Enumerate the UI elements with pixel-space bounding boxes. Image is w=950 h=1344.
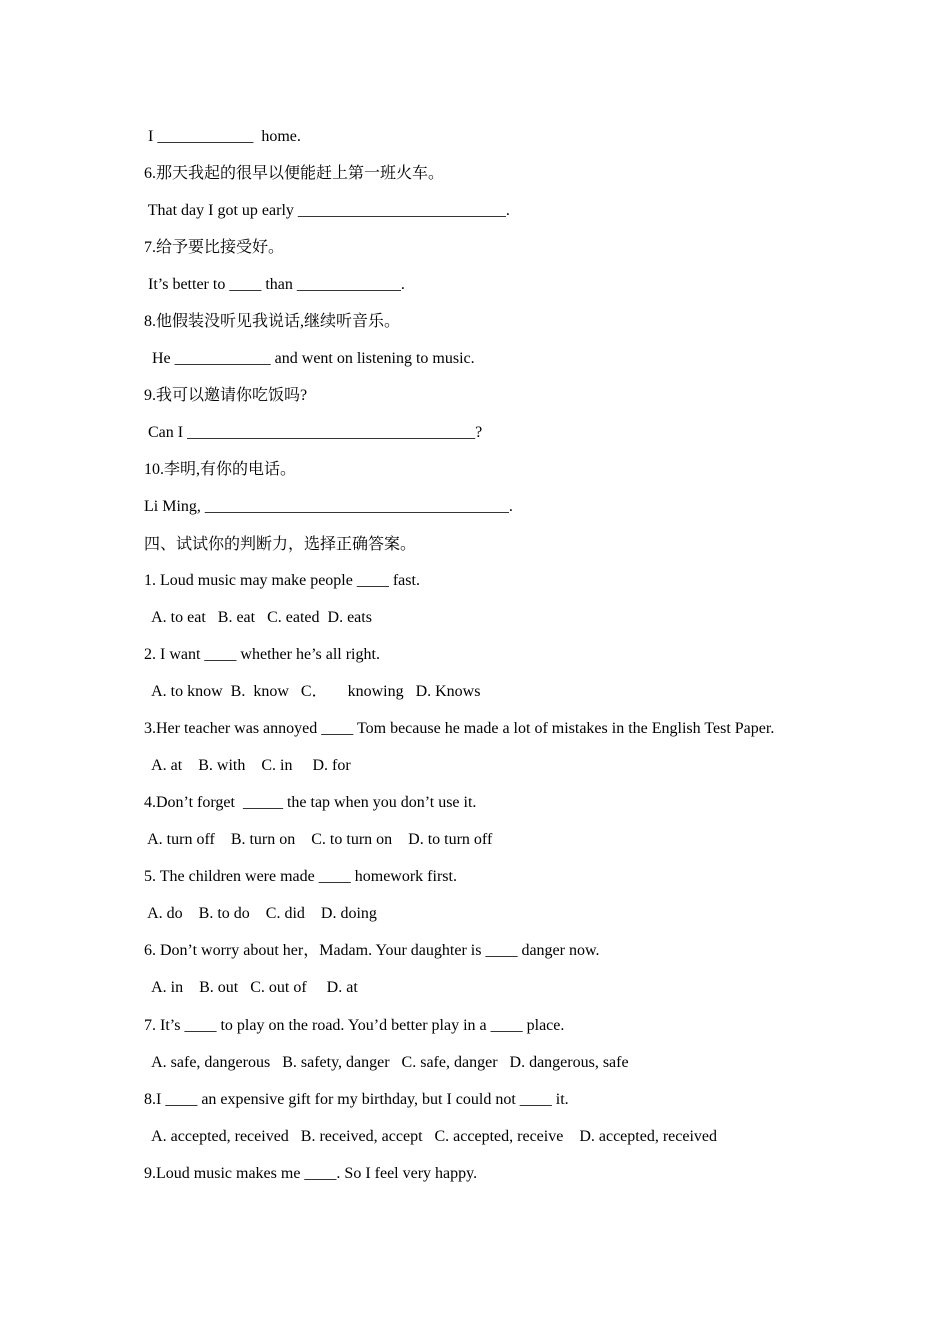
question-8: 8.I ____ an expensive gift for my birthday, but I could not ____ it. <box>144 1091 569 1108</box>
exercise-line-answer-5: I ____________ home. <box>144 128 301 145</box>
question-3: 3.Her teacher was annoyed ____ Tom because he made a lot of mistakes in the English Test Paper. <box>144 720 775 737</box>
question-6: 6. Don’t worry about her，Madam. Your daughter is ____ danger now. <box>144 942 600 959</box>
question-9: 9.Loud music makes me ____. So I feel very happy. <box>144 1165 478 1182</box>
question-5: 5. The children were made ____ homework first. <box>144 868 457 885</box>
exercise-line-answer-10: Li Ming, ______________________________________. <box>144 498 513 515</box>
exercise-line-answer-8: He ____________ and went on listening to music. <box>144 350 475 367</box>
question-6-options: A. in B. out C. out of D. at <box>144 979 358 996</box>
exercise-line-answer-6: That day I got up early __________________________. <box>144 202 510 219</box>
exercise-line-answer-9: Can I ____________________________________? <box>144 424 483 441</box>
translation-prompt-9: 9.我可以邀请你吃饭吗? <box>144 387 308 404</box>
translation-prompt-6: 6.那天我起的很早以便能赶上第一班火车。 <box>144 165 445 182</box>
question-4-options: A. turn off B. turn on C. to turn on D. to turn off <box>144 831 493 848</box>
translation-prompt-8: 8.他假装没听见我说话,继续听音乐。 <box>144 313 401 330</box>
question-7-options: A. safe, dangerous B. safety, danger C. safe, danger D. dangerous, safe <box>144 1054 629 1071</box>
question-7: 7. It’s ____ to play on the road. You’d better play in a ____ place. <box>144 1017 565 1034</box>
question-5-options: A. do B. to do C. did D. doing <box>144 905 377 922</box>
section-heading: 四、试试你的判断力，选择正确答案。 <box>144 536 417 553</box>
exercise-line-answer-7: It’s better to ____ than _____________. <box>144 276 405 293</box>
question-2-options: A. to know B. know C． knowing D. Knows <box>144 683 481 700</box>
translation-prompt-10: 10.李明,有你的电话。 <box>144 461 297 478</box>
question-1-options: A. to eat B. eat C. eated D. eats <box>144 609 372 626</box>
question-3-options: A. at B. with C. in D. for <box>144 757 351 774</box>
question-8-options: A. accepted, received B. received, accept C. accepted, receive D. accepted, received <box>144 1128 717 1145</box>
translation-prompt-7: 7.给予要比接受好。 <box>144 239 285 256</box>
question-4: 4.Don’t forget _____ the tap when you don’t use it. <box>144 794 477 811</box>
question-2: 2. I want ____ whether he’s all right. <box>144 646 380 663</box>
question-1: 1. Loud music may make people ____ fast. <box>144 572 420 589</box>
